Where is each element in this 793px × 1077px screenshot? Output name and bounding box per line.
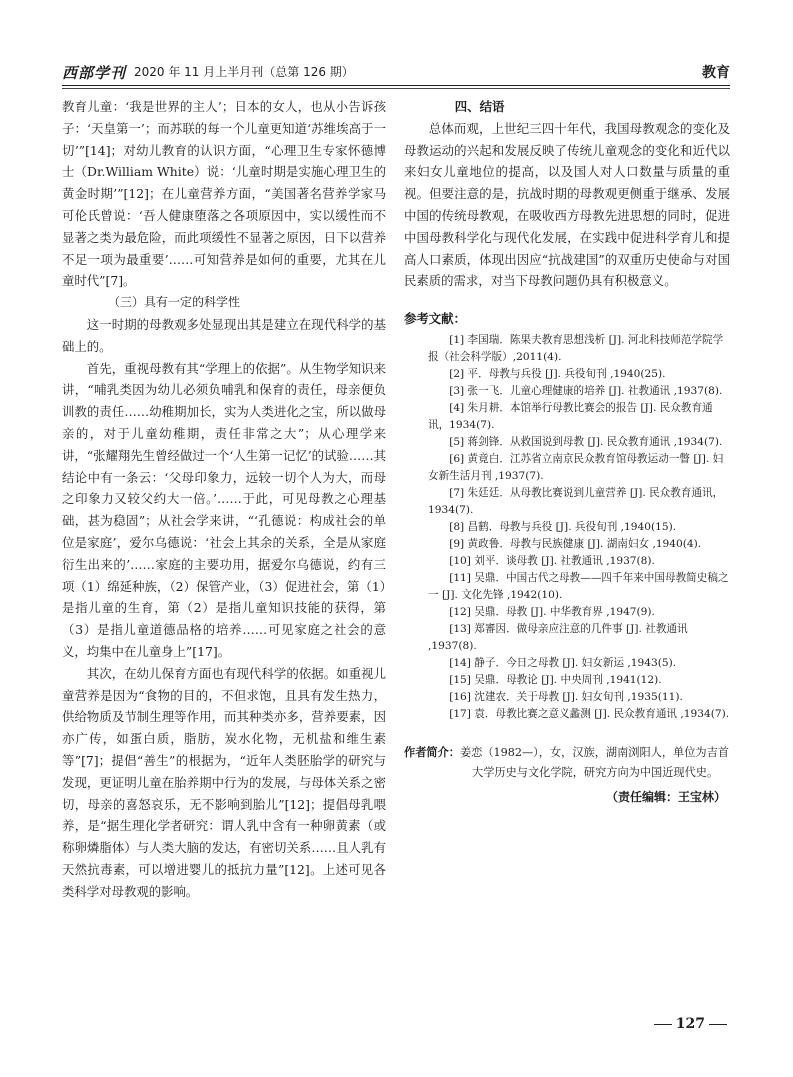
header-rule-thin — [62, 88, 730, 89]
references-heading: 参考文献： — [404, 311, 466, 327]
reference-item: [8] 昌鹤．母教与兵役 [J]. 兵役旬刊 ,1940(15). — [449, 520, 677, 533]
reference-list — [404, 332, 730, 723]
page-number — [650, 1016, 731, 1032]
reference-item: [9] 黄政鲁．母教与民族健康 [J]. 湖南妇女 ,1940(4). — [449, 537, 702, 550]
header-rule — [62, 85, 730, 86]
page-number-value: 127 — [675, 1016, 705, 1032]
reference-item: [11] 吴鼎．中国古代之母教——四千年来中国母教简史稿之一 [J]. 文化先锋 ,1942(10). — [428, 571, 729, 601]
subsection-heading: （三）具有一定的科学性 — [108, 295, 241, 310]
page-header — [62, 62, 730, 82]
body-paragraph: 教育儿童：‘我是世界的主人’；日本的女人，也从小告诉孩子：‘天皇第一’；而苏联的每一个儿童更知道‘苏维埃高于一切’”[14]；对幼儿教育的认识方面，“心理卫生专家怀德博士（Dr.William White）说：‘儿童时期是实施心理卫生的黄金时期’”[12]；在儿童营养方面，“美国著名营养学家马可伦氏曾说：‘吾人健康堕落之各项原因中，实以缓性而不显著之类为最危险，而此项缓性不显著之原因，日下以营养不足一项为最重要’……可知营养是如何的重要，尤其在儿童时代”[7]。 — [62, 99, 386, 289]
reference-item: [3] 张一飞．儿童心理健康的培养 [J]. 社教通讯 ,1937(8). — [449, 384, 723, 397]
journal-logo: 西部学刊 — [62, 64, 127, 82]
reference-item: [7] 朱廷廷．从母教比赛说到儿童营养 [J]. 民众教育通讯，1934(7). — [428, 486, 724, 516]
body-paragraph: 其次，在幼儿保育方面也有现代科学的依据。如重视儿童营养是因为“食物的目的，不但求饱，且具有发生热力，供给物质及节制生理等作用，而其种类亦多，营养要素，因亦广传，如蛋白质，脂肪，炭水化物，无机盐和维生素等”[7]；提倡“善生”的根据为，“近年人类胚胎学的研究与发现，更证明儿童在胎养期中行为的发展，与母体关系之密切，母亲的喜怒哀乐，无不影响到胎儿”[12]；提倡母乳喂养，是“据生理化学者研究：谓人乳中含有一种卵黄素（或称卵燐脂体）与人类大脑的发达，有密切关系……且人乳有天然抗毒素，可以增进婴儿的抵抗力量”[12]。上述可见各类科学对母教观的影响。 — [62, 665, 386, 899]
reference-item: [1] 李国瑞．陈果夫教育思想浅析 [J]. 河北科技师范学院学报（社会科学版）,2011(4). — [428, 333, 724, 363]
issue-info: 2020 年 11 月上半月刊（总第 126 期） — [134, 65, 354, 79]
body-paragraph: 首先，重视母教有其“学理上的依据”。从生物学知识来讲，“哺乳类因为幼儿必须负哺乳和保育的责任，母亲便负训教的责任……幼稚期加长，实为人类进化之宝，所以做母亲的，对于儿童幼稚期，责任非常之大”；从心理学来讲，“张耀翔先生曾经做过一个‘人生第一记忆’的试验……其结论中有一条云：‘父母印象力，远较一切个人为大，而母之印象力又较父约大一倍。’……于此，可见母教之心理基础，甚为稳固”；从社会学来讲，“‘孔德说：构成社会的单位是家庭’，爱尔乌德说：‘社会上其余的关系，全是从家庭衍生出来的’……家庭的主要功用，据爱尔乌德说，约有三项（1）绵延种族，（2）保管产业，（3）促进社会，第（1）是指儿童的生育，第（2）是指儿童知识技能的获得，第（3）是指儿童道德品格的培养……可见家庭之社会的意义，均集中在儿童身上”[17]。 — [62, 360, 386, 659]
reference-item: [13] 郑審因．做母亲应注意的几件事 [J]. 社教通讯 ,1937(8). — [428, 622, 688, 652]
responsible-editor: （责任编辑：王宝林） — [605, 789, 726, 804]
author-bio — [404, 743, 730, 783]
conclusion-paragraph: 总体而观，上世纪三四十年代，我国母教观念的变化及母教运动的兴起和发展反映了传统儿童观念的变化和近代以来妇女儿童地位的提高，以及国人对人口数量与质量的重视。但要注意的是，抗战时期的母教观更侧重于继承、发展中国的传统母教观，在吸收西方母教先进思想的同时，促进中国母教科学化与现代化发展，在实践中促进科学育儿和提高人口素质，体现出因应“抗战建国”的双重历史使命与对国民素质的需求，对当下母教问题仍具有积极意义。 — [404, 120, 730, 289]
reference-item: [10] 刘平．谈母教 [J]. 社教通讯 ,1937(8). — [449, 554, 655, 567]
reference-item: [12] 吴鼎．母教 [J]. 中华教育界 ,1947(9). — [449, 605, 655, 618]
reference-item: [14] 静子．今日之母教 [J]. 妇女新运 ,1943(5). — [449, 656, 677, 669]
reference-item: [5] 蒋剑锋．从救国说到母教 [J]. 民众教育通讯 ,1934(7). — [449, 435, 723, 448]
reference-item: [15] 吴鼎．母教论 [J]. 中央周刊 ,1941(12). — [449, 673, 662, 686]
section-heading: 四、结语 — [454, 99, 505, 114]
author-label: 作者简介： — [404, 745, 460, 759]
right-column — [404, 96, 730, 809]
reference-item: [6] 黄竟白．江苏省立南京民众教育馆母教运动一瞥 [J]. 妇女新生活月刊 ,1937(7). — [428, 452, 724, 482]
reference-item: [17] 袁．母教比赛之意义蠡测 [J]. 民众教育通讯 ,1934(7). — [449, 707, 730, 720]
author-bio-text: 姜恋（1982—），女，汉族，湖南浏阳人，单位为吉首大学历史与文化学院，研究方向为中国近现代史。 — [459, 745, 729, 779]
section-label: 教育 — [702, 65, 730, 81]
reference-item: [16] 沈建农．关于母教 [J]. 妇女旬刊 ,1935(11). — [449, 690, 683, 703]
reference-item: [2] 平．母教与兵役 [J]. 兵役旬刊 ,1940(25). — [449, 367, 666, 380]
body-paragraph: 这一时期的母教观多处显现出其是建立在现代科学的基础上的。 — [62, 316, 386, 354]
reference-item: [4] 朱月耕．本馆举行母教比赛会的报告 [J]. 民众教育通讯，1934(7). — [428, 401, 713, 431]
left-column — [62, 96, 386, 902]
